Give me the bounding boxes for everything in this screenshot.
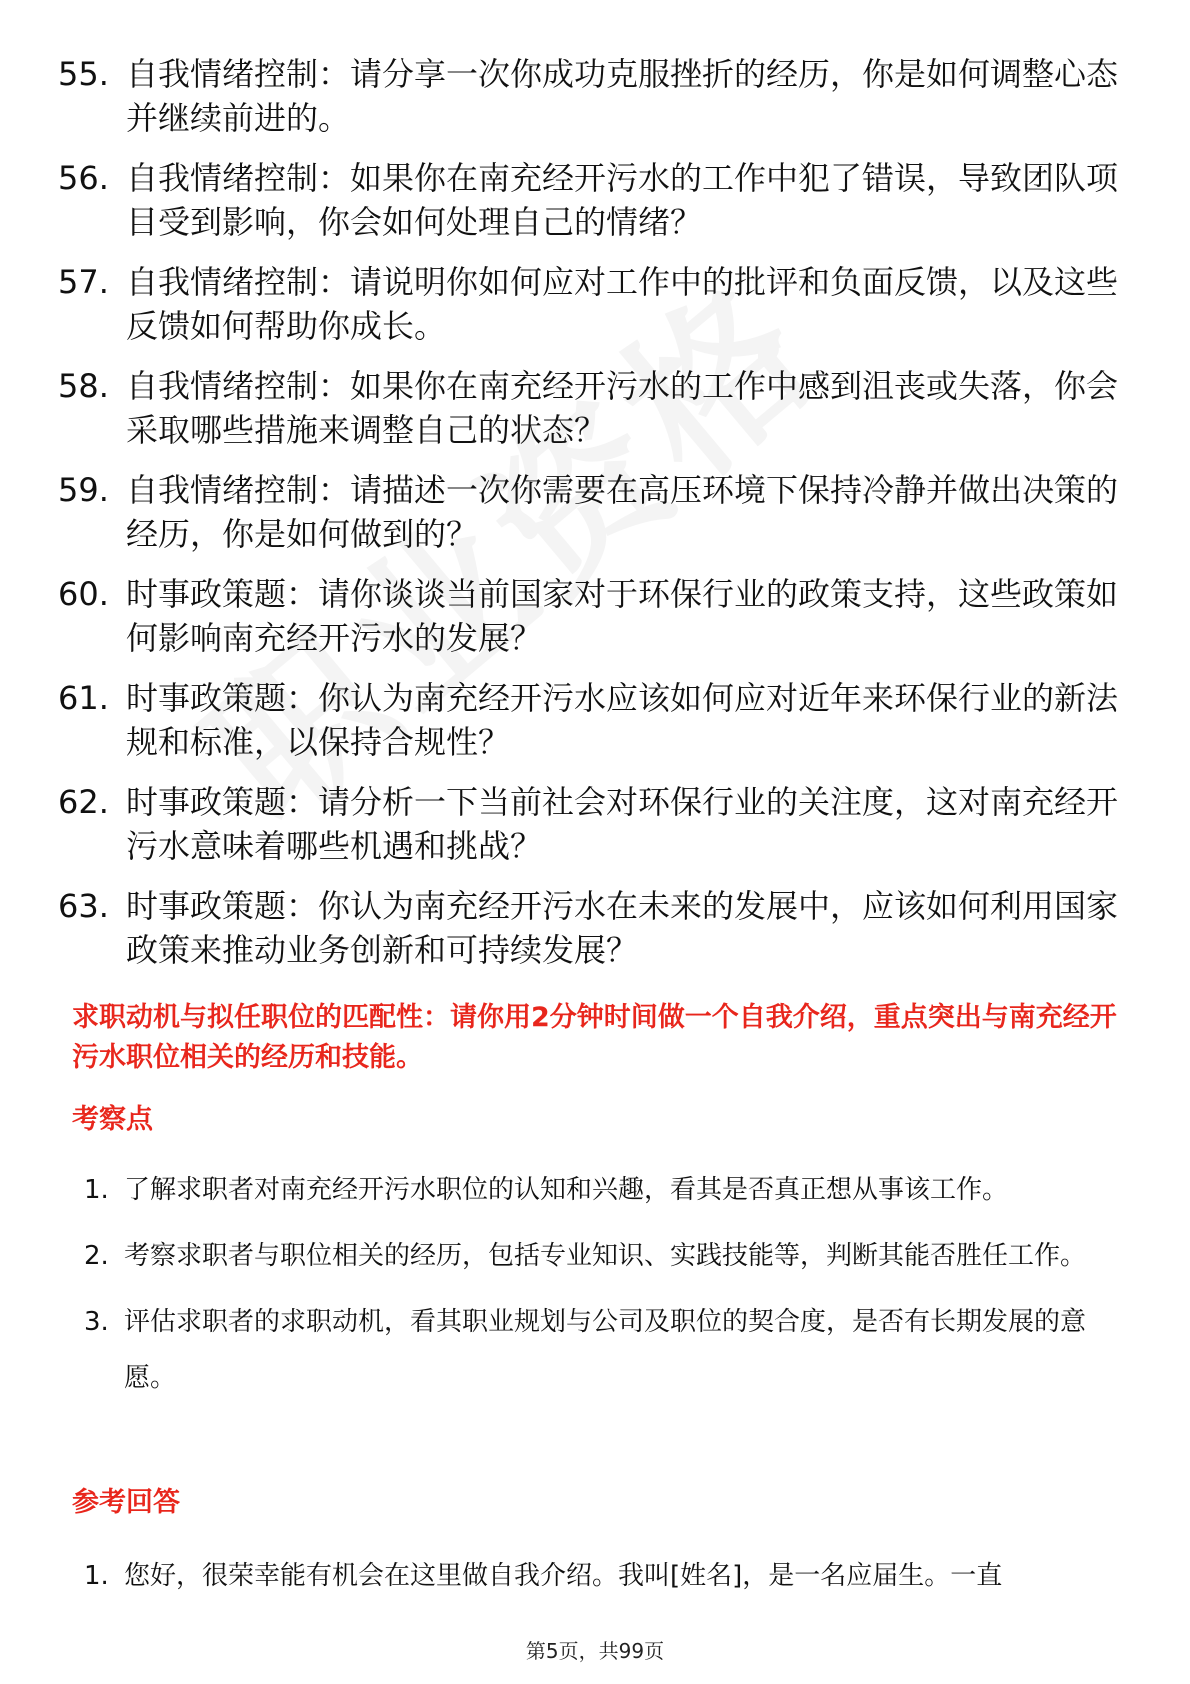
question-text: 时事政策题：你认为南充经开污水应该如何应对近年来环保行业的新法规和标准，以保持合规性？ [126,679,1119,761]
item-number: 2. [84,1241,109,1271]
points-list [84,1162,1124,1416]
item-text: 考察求职者与职位相关的经历，包括专业知识、实践技能等，判断其能否胜任工作。 [124,1241,1087,1271]
question-number: 60. [58,575,109,613]
list-item [58,468,1138,556]
question-text: 自我情绪控制：请描述一次你需要在高压环境下保持冷静并做出决策的经历，你是如何做到的？ [126,471,1119,553]
page-footer: 第5页，共99页 [525,1639,665,1663]
question-list [58,52,1138,988]
list-item [58,260,1138,348]
highlight-question: 求职动机与拟任职位的匹配性：请你用2分钟时间做一个自我介绍，重点突出与南充经开污水职位相关的经历和技能。 [72,1002,1117,1073]
question-number: 57. [58,263,109,301]
question-number: 61. [58,679,109,717]
question-number: 55. [58,55,109,93]
question-text: 时事政策题：请分析一下当前社会对环保行业的关注度，这对南充经开污水意味着哪些机遇和挑战？ [126,783,1119,865]
section-title-answer: 参考回答 [72,1487,180,1518]
item-text: 评估求职者的求职动机，看其职业规划与公司及职位的契合度，是否有长期发展的意愿。 [124,1307,1087,1393]
question-number: 59. [58,471,109,509]
question-text: 时事政策题：你认为南充经开污水在未来的发展中，应该如何利用国家政策来推动业务创新和可持续发展？ [126,887,1119,969]
question-number: 56. [58,159,109,197]
item-number: 3. [84,1307,109,1337]
question-number: 62. [58,783,109,821]
list-item [58,780,1138,868]
item-number: 1. [84,1175,109,1205]
list-item [84,1162,1124,1218]
list-item [58,884,1138,972]
list-item [58,52,1138,140]
item-text: 您好，很荣幸能有机会在这里做自我介绍。我叫[姓名]，是一名应届生。一直 [124,1561,1003,1591]
question-text: 自我情绪控制：如果你在南充经开污水的工作中犯了错误，导致团队项目受到影响，你会如何处理自己的情绪？ [126,159,1119,241]
question-number: 58. [58,367,109,405]
list-item [84,1548,1124,1604]
section-title-points: 考察点 [72,1104,153,1135]
question-text: 时事政策题：请你谈谈当前国家对于环保行业的政策支持，这些政策如何影响南充经开污水的发展？ [126,575,1119,657]
list-item [84,1228,1124,1284]
list-item [84,1294,1124,1406]
item-number: 1. [84,1561,109,1591]
item-text: 了解求职者对南充经开污水职位的认知和兴趣，看其是否真正想从事该工作。 [124,1175,1009,1205]
question-text: 自我情绪控制：请说明你如何应对工作中的批评和负面反馈，以及这些反馈如何帮助你成长。 [126,263,1119,345]
list-item [58,572,1138,660]
answer-list [84,1548,1124,1614]
question-number: 63. [58,887,109,925]
list-item [58,676,1138,764]
question-text: 自我情绪控制：如果你在南充经开污水的工作中感到沮丧或失落，你会采取哪些措施来调整自己的状态？ [126,367,1119,449]
question-text: 自我情绪控制：请分享一次你成功克服挫折的经历，你是如何调整心态并继续前进的。 [126,55,1119,137]
list-item [58,156,1138,244]
list-item [58,364,1138,452]
